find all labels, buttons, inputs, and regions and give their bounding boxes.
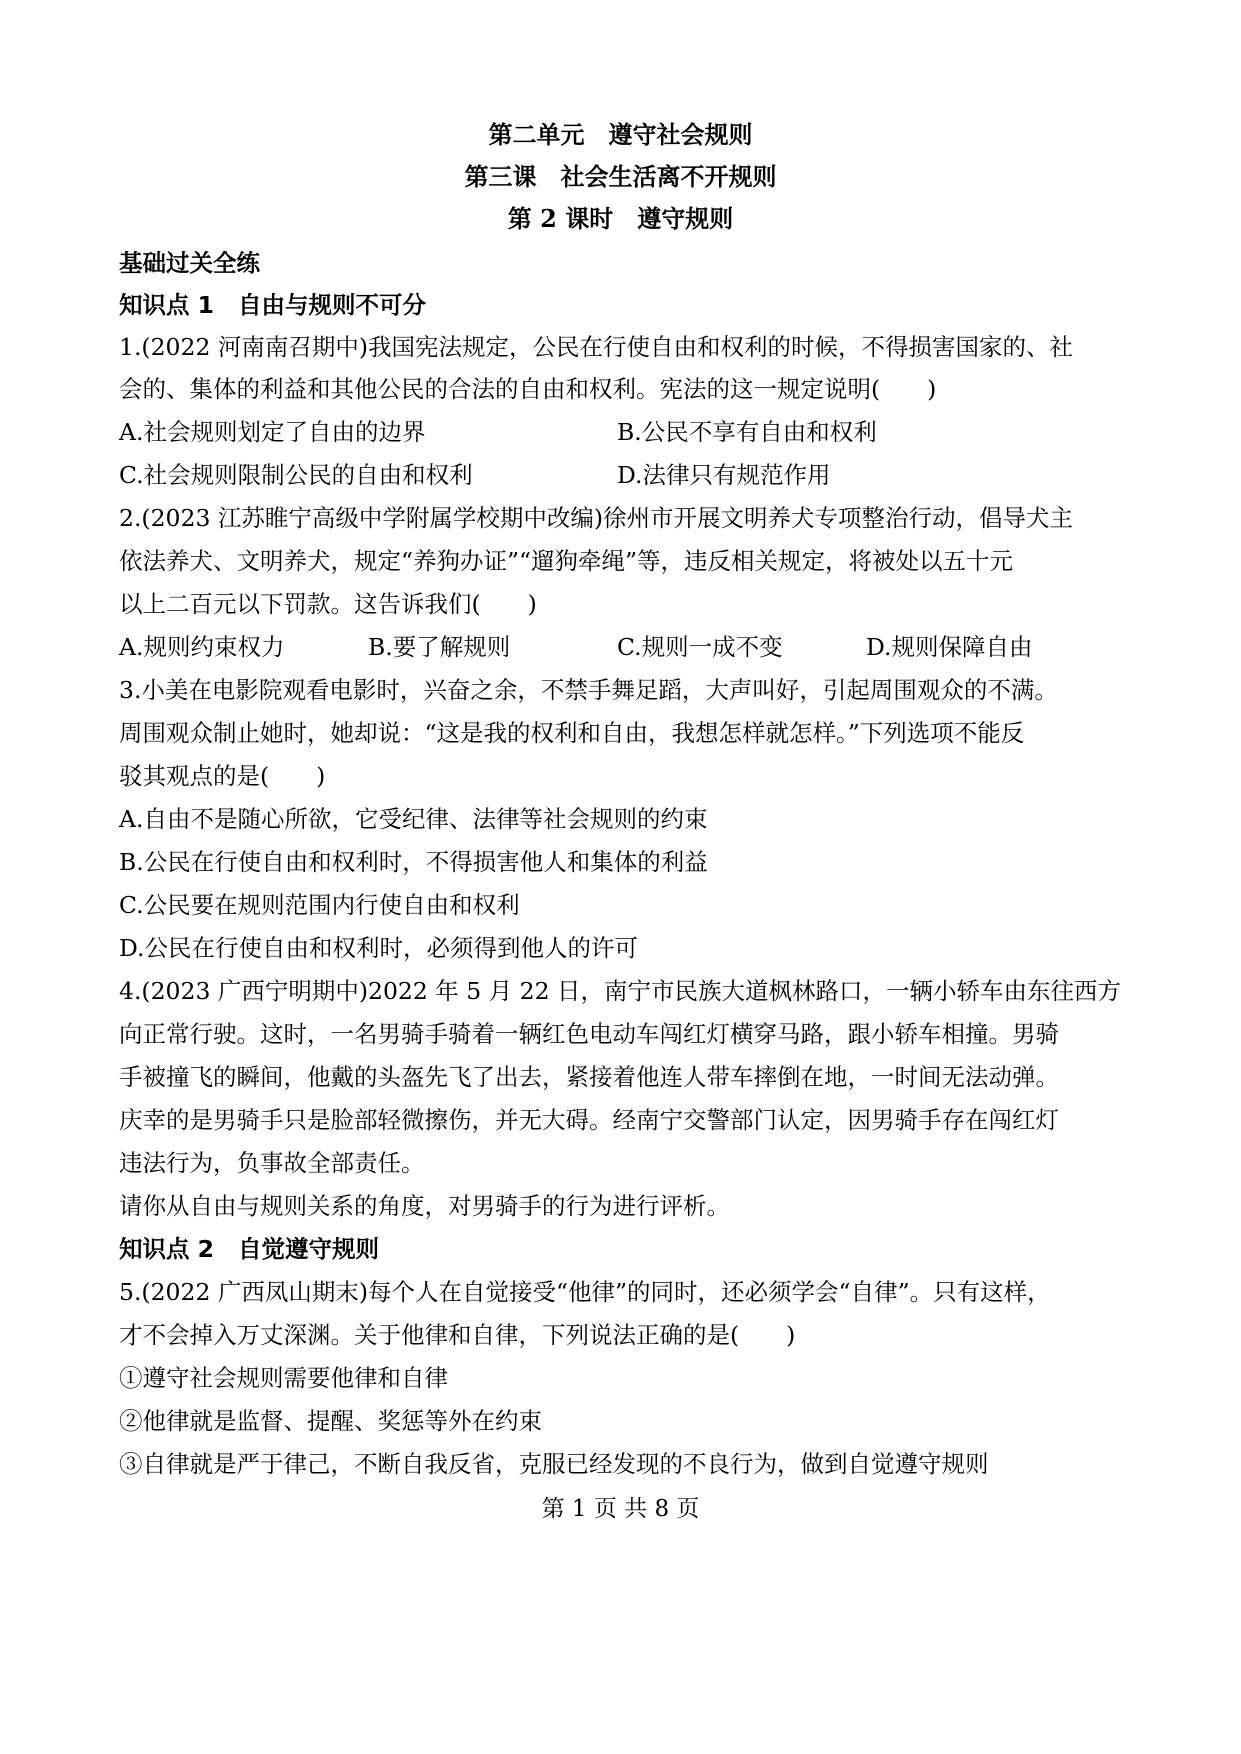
q3-line: 3.小美在电影院观看电影时，兴奋之余，不禁手舞足蹈，大声叫好，引起周围观众的不满。: [119, 676, 1058, 704]
knowledge-point-1: 知识点 1 自由与规则不可分: [119, 291, 427, 319]
q2-line: 2.(2023 江苏睢宁高级中学附属学校期中改编)徐州市开展文明养犬专项整治行动，倡导犬主: [119, 504, 1074, 532]
q2-option-d: D.规则保障自由: [866, 633, 1033, 661]
q5-statement: ②他律就是监督、提醒、奖惩等外在约束: [119, 1407, 542, 1435]
page-number: 第 1 页 共 8 页: [541, 1496, 700, 1522]
q1-line: 会的、集体的利益和其他公民的合法的自由和权利。宪法的这一规定说明( ): [119, 375, 937, 403]
q4-line: 违法行为，负事故全部责任。: [119, 1149, 425, 1177]
section-heading: 基础过关全练: [119, 249, 260, 277]
q3-option-b: B.公民在行使自由和权利时，不得损害他人和集体的利益: [119, 848, 708, 876]
q4-line: 4.(2023 广西宁明期中)2022 年 5 月 22 日，南宁市民族大道枫林路口，一辆小轿车由东往西方: [119, 977, 1122, 1005]
lesson-heading: 第三课 社会生活离不开规则: [464, 162, 777, 191]
q1-option-c: C.社会规则限制公民的自由和权利: [119, 461, 473, 489]
period-heading: 第 2 课时 遵守规则: [507, 204, 734, 233]
q3-option-c: C.公民要在规则范围内行使自由和权利: [119, 891, 520, 919]
q2-line: 依法养犬、文明养犬，规定“养狗办证”“遛狗牵绳”等，违反相关规定，将被处以五十元: [119, 547, 1014, 575]
q5-line: 5.(2022 广西凤山期末)每个人在自觉接受“他律”的同时，还必须学会“自律”。只有这样，: [119, 1278, 1051, 1306]
q3-line: 周围观众制止她时，她却说：“这是我的权利和自由，我想怎样就怎样。”下列选项不能反: [119, 719, 1025, 747]
q4-line: 向正常行驶。这时，一名男骑手骑着一辆红色电动车闯红灯横穿马路，跟小轿车相撞。男骑: [119, 1020, 1059, 1048]
q1-option-b: B.公民不享有自由和权利: [617, 418, 877, 446]
q4-line: 庆幸的是男骑手只是脸部轻微擦伤，并无大碍。经南宁交警部门认定，因男骑手存在闯红灯: [119, 1106, 1059, 1134]
q1-line: 1.(2022 河南南召期中)我国宪法规定，公民在行使自由和权利的时候，不得损害国家的、社: [119, 333, 1074, 361]
q5-statement: ①遵守社会规则需要他律和自律: [119, 1364, 448, 1392]
q2-option-a: A.规则约束权力: [119, 633, 285, 661]
q2-option-b: B.要了解规则: [368, 633, 511, 661]
q5-line: 才不会掉入万丈深渊。关于他律和自律，下列说法正确的是( ): [119, 1321, 796, 1349]
q3-option-d: D.公民在行使自由和权利时，必须得到他人的许可: [119, 934, 638, 962]
q1-option-a: A.社会规则划定了自由的边界: [119, 418, 426, 446]
q2-option-c: C.规则一成不变: [617, 633, 783, 661]
q5-statement: ③自律就是严于律己，不断自我反省，克服已经发现的不良行为，做到自觉遵守规则: [119, 1450, 989, 1478]
q4-line: 手被撞飞的瞬间，他戴的头盔先飞了出去，紧接着他连人带车摔倒在地，一时间无法动弹。: [119, 1063, 1059, 1091]
q4-prompt: 请你从自由与规则关系的角度，对男骑手的行为进行评析。: [119, 1192, 730, 1220]
knowledge-point-2: 知识点 2 自觉遵守规则: [119, 1235, 380, 1263]
q3-option-a: A.自由不是随心所欲，它受纪律、法律等社会规则的约束: [119, 805, 708, 833]
unit-heading: 第二单元 遵守社会规则: [488, 120, 753, 149]
q1-option-d: D.法律只有规范作用: [617, 461, 831, 489]
q3-line: 驳其观点的是( ): [119, 762, 326, 790]
q2-line: 以上二百元以下罚款。这告诉我们( ): [119, 590, 537, 618]
